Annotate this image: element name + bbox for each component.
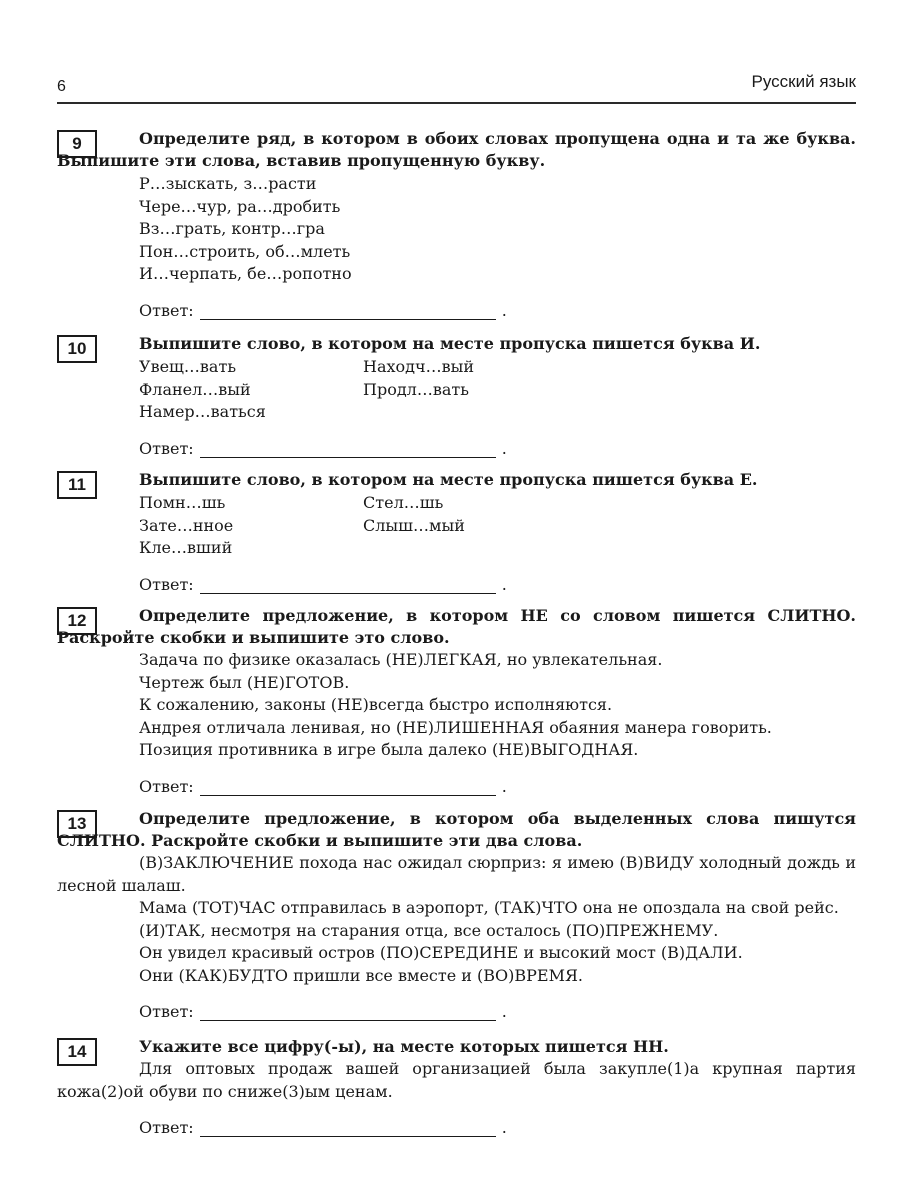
option-item: Находч…вый (363, 357, 474, 376)
sentence-item: Мама (ТОТ)ЧАС отправилась в аэропорт, (ТАК)ЧТО она не опоздала на свой рейс. (139, 898, 839, 917)
answer-end: . (501, 438, 507, 458)
sentence-item: Андрея отличала ленивая, но (НЕ)ЛИШЕННАЯ обаяния манера говорить. (139, 717, 772, 737)
option-item: Стел…шь (363, 493, 444, 512)
sentence-item: Для оптовых продаж вашей организацией была закупле(1)а крупная партия кожа(2)ой обуви по сниже(3)ым ценам. (57, 1059, 856, 1101)
sentence-item: Позиция противника в игре была далеко (НЕ)ВЫГОДНАЯ. (139, 740, 639, 759)
task-prompt: Определите ряд, в котором в обоих словах пропущена одна и та же буква. Выпишите эти слова, вставив пропущенную букву. (57, 129, 856, 170)
task-11 (57, 469, 856, 594)
task-prompt: Определите предложение, в котором оба выделенных слова пишутся СЛИТНО. Раскройте скобки и выпишите эти два слова. (57, 809, 856, 850)
answer-end: . (501, 776, 507, 796)
answer-line[interactable] (200, 442, 496, 458)
answer-line[interactable] (200, 1121, 496, 1137)
option-item: Пон…строить, об…млеть (139, 241, 351, 261)
answer-label: Ответ: (139, 438, 194, 458)
answer-label: Ответ: (139, 1118, 194, 1137)
task-number-box: 10 (57, 335, 97, 363)
sentence-list (57, 1058, 856, 1103)
answer-field[interactable] (139, 436, 856, 458)
answer-line[interactable] (200, 304, 496, 320)
option-item: Зате…нное (139, 515, 234, 535)
option-item: И…черпать, бе…ропотно (139, 264, 352, 283)
sentence-item: (В)ЗАКЛЮЧЕНИЕ похода нас ожидал сюрприз: я имею (В)ВИДУ холодный дождь и лесной шалаш. (57, 853, 856, 895)
answer-end: . (501, 574, 507, 594)
answer-label: Ответ: (139, 776, 194, 796)
sentence-item: Он увидел красивый остров (ПО)СЕРЕДИНЕ и высокий мост (В)ДАЛИ. (139, 943, 743, 962)
task-10 (57, 333, 856, 458)
option-item: Вз…грать, контр…гра (139, 219, 325, 238)
option-list (139, 492, 856, 560)
page-number: 6 (57, 78, 66, 95)
option-item: Р…зыскать, з…расти (139, 174, 317, 193)
task-number-box: 9 (57, 130, 97, 158)
sentence-item: Задача по физике оказалась (НЕ)ЛЕГКАЯ, но увлекательная. (139, 650, 663, 669)
sentence-list (57, 649, 856, 762)
option-item: Продл…вать (363, 379, 469, 399)
task-12 (57, 605, 856, 796)
option-item: Увещ…вать (139, 357, 237, 376)
answer-line[interactable] (200, 578, 496, 594)
page-header (57, 70, 856, 104)
sentence-item: Они (КАК)БУДТО пришли все вместе и (ВО)ВРЕМЯ. (139, 965, 583, 985)
answer-end: . (501, 1002, 507, 1021)
answer-field[interactable] (139, 572, 856, 594)
sentence-item: К сожалению, законы (НЕ)всегда быстро исполняются. (139, 695, 613, 714)
option-item: Фланел…вый (139, 379, 251, 399)
task-9 (57, 128, 856, 320)
answer-end: . (501, 300, 507, 320)
option-item: Намер…ваться (139, 402, 266, 421)
answer-field[interactable] (139, 1115, 856, 1137)
answer-line[interactable] (200, 1005, 496, 1021)
sentence-list (57, 852, 856, 987)
answer-end: . (501, 1118, 507, 1137)
option-list (139, 173, 856, 286)
answer-label: Ответ: (139, 574, 194, 594)
option-item: Помн…шь (139, 493, 226, 512)
option-item: Слыш…мый (363, 515, 465, 535)
option-item: Кле…вший (139, 538, 233, 557)
task-number-box: 12 (57, 607, 97, 635)
task-prompt: Укажите все цифру(-ы), на месте которых пишется НН. (139, 1037, 669, 1056)
task-number-box: 11 (57, 471, 97, 499)
answer-label: Ответ: (139, 300, 194, 320)
task-number-box: 13 (57, 810, 97, 838)
answer-field[interactable] (139, 298, 856, 320)
option-item: Чере…чур, ра…дробить (139, 196, 341, 216)
answer-field[interactable] (139, 774, 856, 796)
task-prompt: Выпишите слово, в котором на месте пропуска пишется буква Е. (139, 470, 758, 489)
sentence-item: (И)ТАК, несмотря на старания отца, все осталось (ПО)ПРЕЖНЕМУ. (139, 920, 719, 940)
task-prompt: Определите предложение, в котором НЕ со словом пишется СЛИТНО. Раскройте скобки и выпишите это слово. (57, 606, 856, 647)
task-14 (57, 1036, 856, 1137)
task-prompt: Выпишите слово, в котором на месте пропуска пишется буква И. (139, 334, 761, 353)
answer-field[interactable] (139, 999, 856, 1021)
task-number-box: 14 (57, 1038, 97, 1066)
subject-title: Русский язык (751, 72, 856, 91)
sentence-item: Чертеж был (НЕ)ГОТОВ. (139, 672, 350, 692)
task-13 (57, 808, 856, 1021)
option-list (139, 356, 856, 424)
answer-label: Ответ: (139, 1002, 194, 1021)
answer-line[interactable] (200, 780, 496, 796)
